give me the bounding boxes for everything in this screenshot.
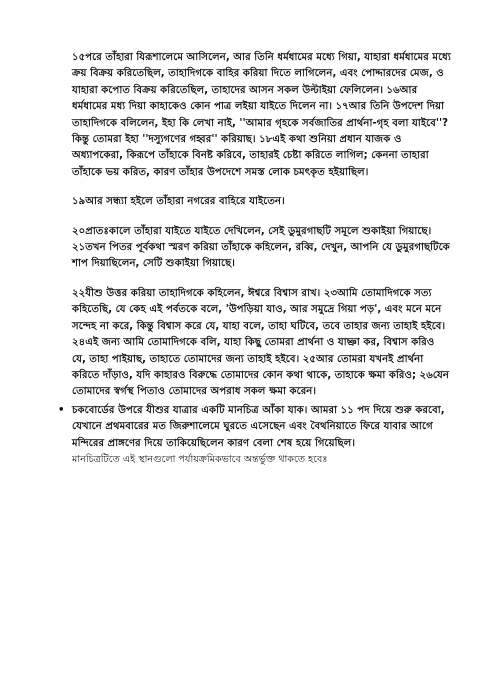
map-note: মানচিত্রটিতে এই স্থানগুলো পর্যায়ক্রমিকভাবে অন্তর্ভুক্ত থাকতে হবেঃ xyxy=(72,453,328,465)
paragraph-verses-20-21: ২০প্রাতঃকালে তাঁহারা যাইতে যাইতে দেখিলেন, সেই ডুমুরগাছটি সমূলে শুকাইয়া গিয়াছে। ২১তখন পিতর পূর্বকথা স্মরণ করিয়া তাঁহাকে কহিলেন, রব্বি, দেখুন, আপনি যে ডুমুরগাছটিকে শাপ দিয়াছিলেন, সেটি শুকাইয়া গিয়াছে। xyxy=(72,225,450,270)
bullet-text: চকবোর্ডের উপরে যীশুর যাত্রার একটি মানচিত্র আঁকা যাক। আমরা ১১ পদ দিয়ে শুরু করবো, যেখানে প্রথমবারের মত জিরুশালেমে ঘুরতে এসেছেন এবং বৈথনিয়াতে ফিরে যাবার আগে মন্দিরের প্রাঙ্গণের দিয়ে তাকিয়েছিলেন কারণ বেলা শেষ হয়ে গিয়েছিল। xyxy=(72,404,445,449)
bullet-list xyxy=(58,403,451,452)
paragraph-verse-19: ১৯আর সন্ধ্যা হইলে তাঁহারা নগরের বাহিরে যাইতেন। xyxy=(72,196,285,208)
paragraph-verses-22-26: ২২যীশু উত্তর করিয়া তাহাদিগকে কহিলেন, ঈশ্বরে বিশ্বাস রাখ। ২৩আমি তোমাদিগকে সত্য কহিতেছি, যে কেহ এই পর্বতকে বলে, 'উপড়িয়া যাও, আর সমুদ্রে গিয়া পড়', এবং মনে মনে সন্দেহ না করে, কিন্তু বিশ্বাস করে যে, যাহা বলে, তাহা ঘটিবে, তবে তাহার জন্য তাহাই হইবে। ২৪এই জন্য আমি তোমাদিগকে বলি, যাহা কিছু তোমরা প্রার্থনা ও যাচ্ঞা কর, বিশ্বাস করিও যে, তাহা পাইয়াছ, তাহাতে তোমাদের জন্য তাহাই হইবে। ২৫আর তোমরা যখনই প্রার্থনা করিতে দাঁড়াও, যদি কাহারও বিরুদ্ধে তোমাদের কোন কথা থাকে, তাহাকে ক্ষমা করিও; ২৬যেন তোমাদের স্বর্গস্থ পিতাও তোমাদের অপরাধ সকল ক্ষমা করেন। xyxy=(72,287,449,398)
paragraph-verses-15-18: ১৫পরে তাঁহারা যিরূশালেমে আসিলেন, আর তিনি ধর্মধামের মধ্যে গিয়া, যাহারা ধর্মধামের মধ্যে ক্রয় বিক্রয় করিতেছিল, তাহাদিগকে বাহির করিয়া দিতে লাগিলেন, এবং পোদ্দারদের মেজ, ও যাহারা কপোত বিক্রয় করিতেছিল, তাহাদের আসন সকল উল্টাইয়া ফেলিলেন। ১৬আর ধর্মধামের মধ্য দিয়া কাহাকেও কোন পাত্র লইয়া যাইতে দিলেন না। ১৭আর তিনি উপদেশ দিয়া তাহাদিগকে বলিলেন, ইহা কি লেখা নাই, ''আমার গৃহকে সর্বজাতির প্রার্থনা-গৃহ বলা যাইবে''? কিন্তু তোমরা ইহা ''দস্যুগণের গহ্বর'' করিয়াছ। ১৮এই কথা শুনিয়া প্রধান যাজক ও অধ্যাপকেরা, কিরূপে তাঁহাকে বিনষ্ট করিবে, তাহারই চেষ্টা করিতে লাগিল; কেননা তাহারা তাঁহাকে ভয় করিত, কারণ তাঁহার উপদেশে সমস্ত লোক চমৎকৃত হইয়াছিল। xyxy=(72,52,451,178)
list-item xyxy=(58,403,451,452)
bullet-icon: • xyxy=(58,404,65,416)
